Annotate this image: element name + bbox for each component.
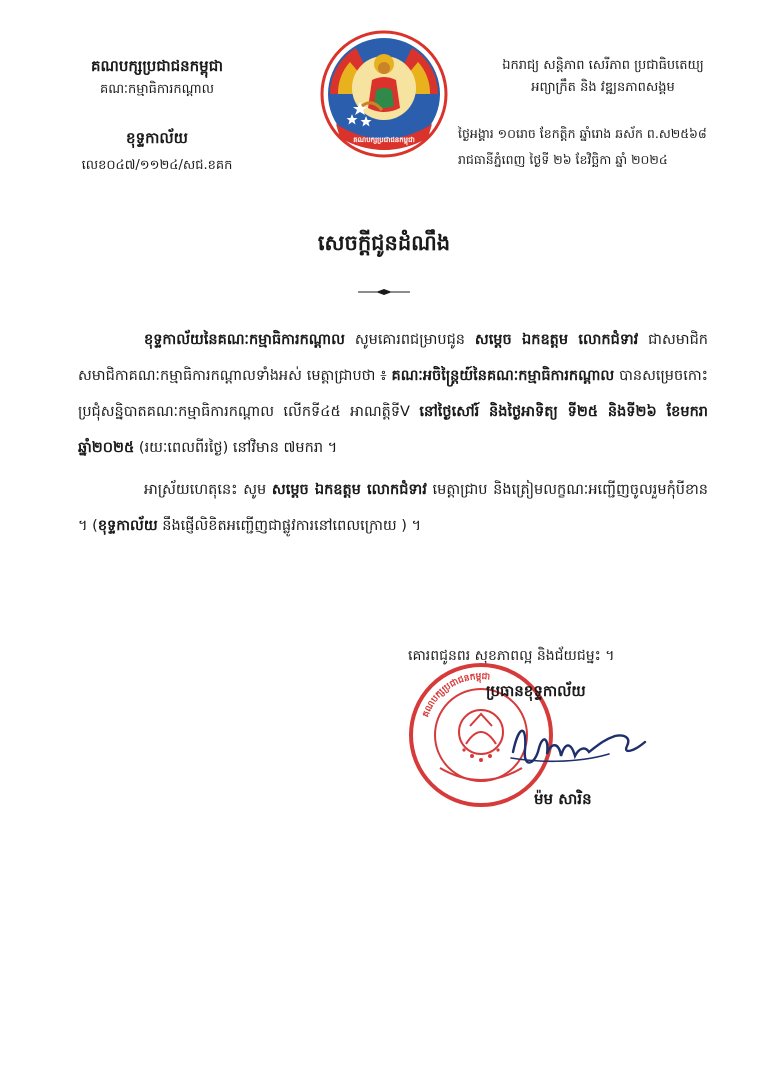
org-name: គណបក្សប្រជាជនកម្ពុជា [91,57,223,75]
seal-text [421,672,490,719]
handwritten-signature-icon [505,712,655,782]
body-text-segment: អាស្រ័យហេតុនេះ សូម [144,482,272,498]
signatory-title: ប្រធានខុទ្ទកាល័យ [486,682,586,700]
body-text-segment: សម្ដេច ឯកឧត្ដម លោកជំទាវ [474,332,639,348]
body-text-segment: គណៈអចិន្ត្រៃយ៍នៃគណៈកម្មាធិការកណ្ដាល [391,368,615,384]
notice-body [78,322,708,544]
lunar-date: ថ្ងៃអង្គារ ១០រោច ខែកត្តិក ឆ្នាំរោង ឆស័ក ព.ស២៥៦៨ [458,126,707,141]
party-emblem-icon [316,28,452,164]
document-title: សេចក្ដីជូនដំណឹង [317,231,451,255]
body-text-segment: សូមគោរពជម្រាបជូន [344,332,475,348]
reference-number: លេខ០៤៧/១១២៤/សជ.ខគក [81,158,233,173]
committee-name: គណៈកម្មាធិការកណ្ដាល [99,82,215,97]
body-text-segment: នៅថ្ងៃសៅរ៍ និងថ្ងៃអាទិត្យ ទី២៥ និងទី២៦ ខែមករា ឆ្នាំ២០២៥ [78,404,708,456]
header-left [52,56,262,176]
national-motto-line1: ឯករាជ្យ សន្តិភាព សេរីភាព ប្រជាធិបតេយ្យ [502,58,704,73]
title-divider-icon [358,288,410,296]
body-paragraph-2 [78,472,708,544]
header-right [458,56,748,170]
body-text-segment: បានសម្រេចកោះប្រជុំសន្និបាតគណៈកម្មាធិការកណ្ដាល លើកទី៤៥ អាណត្តិទីV [78,368,708,420]
body-text-segment: ជាសមាជិក សមាជិកាគណៈកម្មាធិការកណ្ដាលទាំងអស់ មេត្តាជ្រាបថា ៖ [78,332,709,384]
body-text-segment: មេត្តាជ្រាប និងត្រៀមលក្ខណៈអញ្ជើញចូលរួមកុំបីខាន ។ ( [78,482,708,534]
emblem-banner-text: គណបក្សប្រជាជនកម្ពុជា [353,136,415,144]
solar-date: រាជធានីភ្នំពេញ ថ្ងៃទី ២៦ ខែវិច្ឆិកា ឆ្នាំ ២០២៤ [458,152,668,167]
body-text-segment: ខុទ្ទកាល័យ [97,518,158,534]
signatory-name: ម៉ម សារិន [534,790,592,808]
seal-text-path: គណបក្សប្រជាជនកម្ពុជា [421,671,491,719]
cabinet-label: ខុទ្ទកាល័យ [126,129,188,147]
body-text-segment: ខុទ្ទកាល័យនៃគណៈកម្មាធិការកណ្ដាល [144,332,345,348]
body-paragraph-1 [78,322,708,466]
body-text-segment: សម្ដេច ឯកឧត្ដម លោកជំទាវ [271,482,427,498]
body-text-segment: (រយៈពេលពីរថ្ងៃ) នៅវិមាន ៧មករា ។ [134,440,338,456]
national-motto-line2: អព្យាក្រឹត និង វឌ្ឍនភាពសង្គម [531,80,675,95]
body-text-segment: នឹងផ្ញើលិខិតអញ្ជើញជាផ្លូវការនៅពេលក្រោយ ) ។ [157,518,422,534]
closing-greeting: គោរពជូនពរ សុខភាពល្អ និងជ័យជម្នះ ។ [408,648,615,664]
